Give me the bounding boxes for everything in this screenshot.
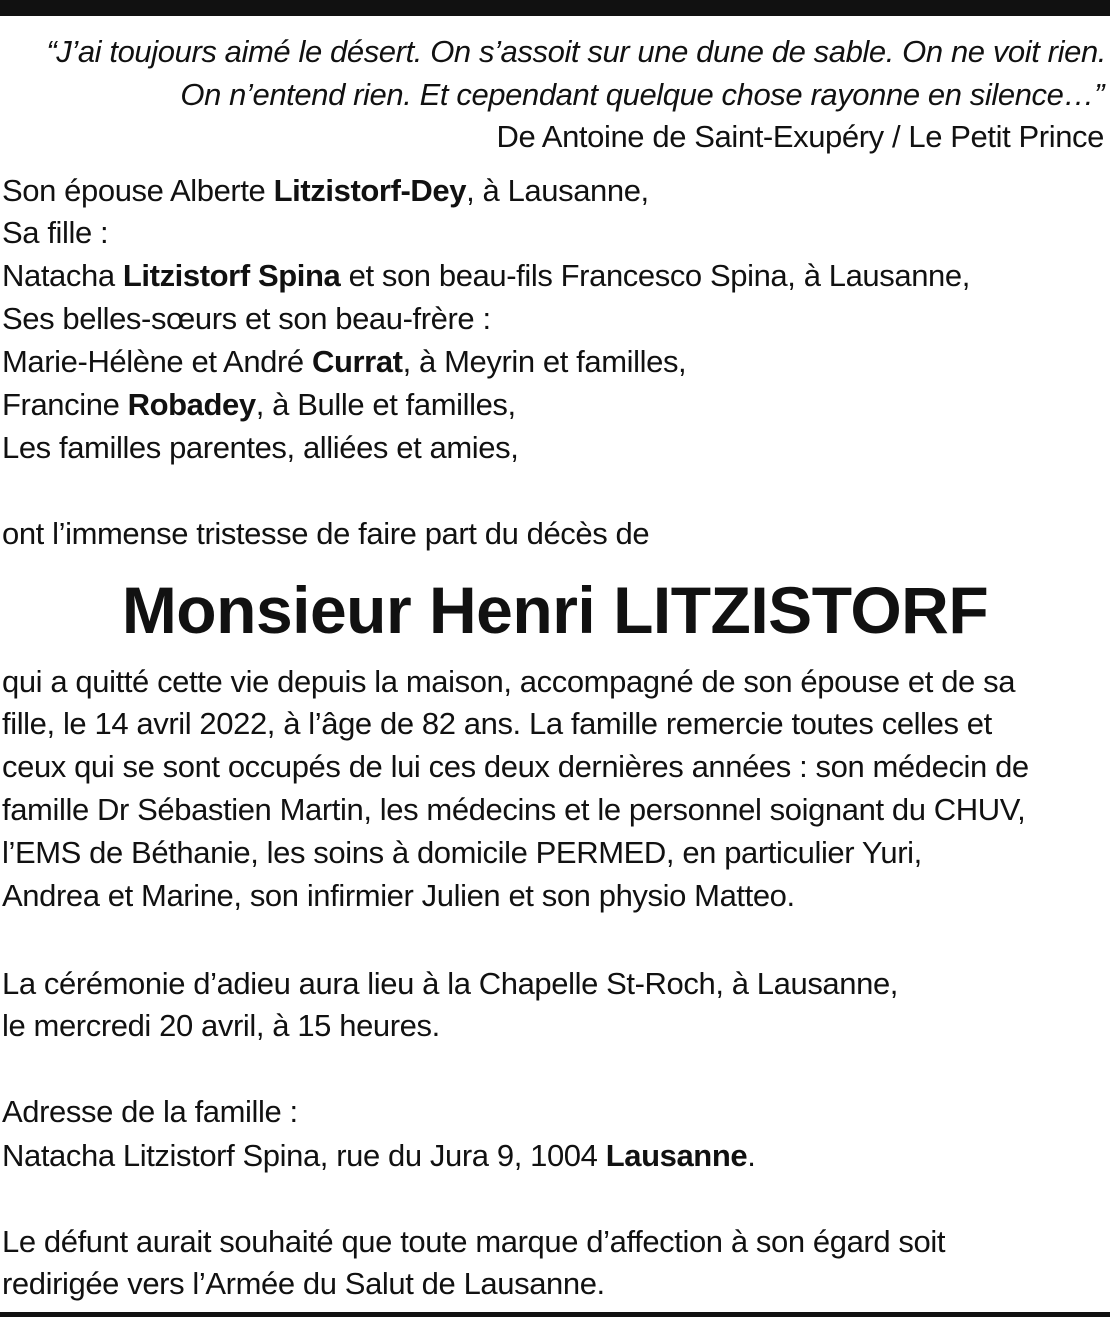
death-announcement: ont l’immense tristesse de faire part du décès de: [2, 516, 650, 551]
quote-line-1: “J’ai toujours aimé le désert. On s’assoit sur une dune de sable. On ne voit rien.: [46, 34, 1106, 69]
body-line: l’EMS de Béthanie, les soins à domicile PERMED, en particulier Yuri,: [2, 835, 922, 870]
family-daughter: Natacha Litzistorf Spina et son beau-fils Francesco Spina, à Lausanne,: [2, 258, 970, 293]
family-in-law-2: Francine Robadey, à Bulle et familles,: [2, 387, 516, 422]
bottom-border-rule: [0, 1312, 1110, 1317]
ceremony-line-2: le mercredi 20 avril, à 15 heures.: [2, 1008, 440, 1043]
body-line: qui a quitté cette vie depuis la maison, accompagné de son épouse et de sa: [2, 664, 1016, 699]
family-address: Natacha Litzistorf Spina, rue du Jura 9, 1004 Lausanne.: [2, 1138, 756, 1173]
family-daughter-heading: Sa fille :: [2, 215, 109, 250]
top-border-rule: [0, 0, 1110, 16]
family-relatives: Les familles parentes, alliées et amies,: [2, 430, 519, 465]
body-line: fille, le 14 avril 2022, à l’âge de 82 ans. La famille remercie toutes celles et: [2, 706, 992, 741]
body-line: ceux qui se sont occupés de lui ces deux dernières années : son médecin de: [2, 749, 1029, 784]
quote-line-2: On n’entend rien. Et cependant quelque chose rayonne en silence…”: [180, 77, 1104, 112]
wish-line-2: redirigée vers l’Armée du Salut de Lausanne.: [2, 1266, 605, 1301]
family-spouse: Son épouse Alberte Litzistorf-Dey, à Lausanne,: [2, 173, 649, 208]
family-in-law-1: Marie-Hélène et André Currat, à Meyrin et familles,: [2, 344, 687, 379]
quote-attribution: De Antoine de Saint-Exupéry / Le Petit Prince: [496, 119, 1104, 154]
ceremony-line-1: La cérémonie d’adieu aura lieu à la Chapelle St-Roch, à Lausanne,: [2, 966, 898, 1001]
body-line: Andrea et Marine, son infirmier Julien et son physio Matteo.: [2, 878, 795, 913]
deceased-name: Monsieur Henri LITZISTORF: [121, 573, 989, 647]
family-in-laws-heading: Ses belles-sœurs et son beau-frère :: [2, 301, 491, 336]
wish-line-1: Le défunt aurait souhaité que toute marque d’affection à son égard soit: [2, 1224, 946, 1259]
body-line: famille Dr Sébastien Martin, les médecins et le personnel soignant du CHUV,: [2, 792, 1026, 827]
address-heading: Adresse de la famille :: [2, 1094, 298, 1129]
